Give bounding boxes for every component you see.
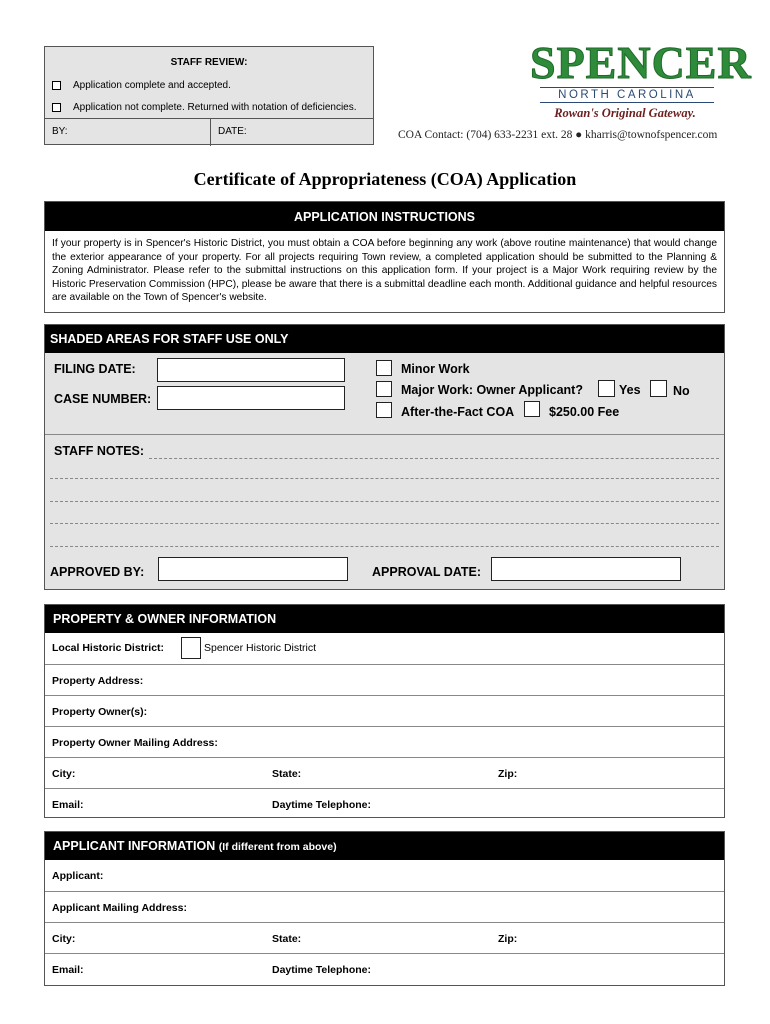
applicant-city-label: City: (52, 933, 76, 945)
approved-by-input[interactable] (158, 557, 348, 581)
district-checkbox[interactable] (181, 637, 201, 659)
option-incomplete-label: Application not complete. Returned with notation of deficiencies. (73, 101, 357, 113)
instructions-body: If your property is in Spencer's Historic District, you must obtain a COA before beginning any work (above routine maintenance) that would change the exterior appearance of your property. For all projects requiring Town review, a completed application should be submitted to the Planning & Zoning Administrator. Please refer to the submittal instructions on this application form. If your project is a Major Work requiring review by the Historic Preservation Commission (HPC), please be aware that there is a submittal deadline each month. Additional guidance and helpful resources are available on the Town of Spencer's website. (52, 238, 717, 304)
owner-phone-label: Daytime Telephone: (272, 799, 371, 811)
incomplete-checkbox[interactable] (52, 103, 61, 112)
instructions-box (44, 201, 725, 313)
applicant-city-row[interactable] (45, 922, 724, 953)
applicant-heading-title: APPLICANT INFORMATION (53, 839, 216, 853)
property-owner-section (44, 604, 725, 818)
applicant-label: Applicant: (52, 870, 104, 882)
applicant-email-label: Email: (52, 964, 84, 976)
owner-mailing-label: Property Owner Mailing Address: (52, 737, 218, 749)
approval-date-input[interactable] (491, 557, 681, 581)
property-owners-row[interactable] (45, 695, 724, 726)
staff-use-heading: SHADED AREAS FOR STAFF USE ONLY (45, 325, 724, 353)
staff-notes-label: STAFF NOTES: (54, 444, 145, 458)
staff-notes-line[interactable] (50, 523, 719, 524)
logo-name: SPENCER (530, 37, 752, 88)
approved-by-label: APPROVED BY: (50, 565, 145, 579)
owner-yes-label: Yes (619, 383, 641, 397)
owner-city-label: City: (52, 768, 76, 780)
property-owners-label: Property Owner(s): (52, 706, 148, 718)
staff-notes-line[interactable] (50, 546, 719, 547)
after-fact-label: After-the-Fact COA (401, 405, 515, 419)
approval-date-label: APPROVAL DATE: (372, 565, 482, 579)
case-number-label: CASE NUMBER: (54, 392, 152, 406)
filing-date-input[interactable] (157, 358, 345, 382)
district-row (45, 633, 724, 664)
case-number-input[interactable] (157, 386, 345, 410)
property-address-label: Property Address: (52, 675, 144, 687)
date-field[interactable]: DATE: (218, 126, 247, 137)
applicant-email-row[interactable] (45, 953, 724, 984)
logo-tagline: Rowan's Original Gateway. (554, 106, 696, 120)
after-fact-checkbox[interactable] (376, 402, 392, 418)
owner-city-row[interactable] (45, 757, 724, 788)
minor-work-checkbox[interactable] (376, 360, 392, 376)
owner-email-label: Email: (52, 799, 84, 811)
district-label: Local Historic District: (52, 642, 165, 654)
fee-checkbox[interactable] (524, 401, 540, 417)
staff-notes-line[interactable] (149, 458, 719, 459)
option-incomplete-row[interactable] (45, 96, 373, 118)
major-work-label: Major Work: Owner Applicant? (401, 383, 583, 397)
owner-mailing-row[interactable] (45, 726, 724, 757)
applicant-heading-note: (If different from above) (218, 841, 337, 853)
applicant-heading (45, 832, 724, 860)
owner-no-label: No (673, 384, 690, 398)
applicant-section (44, 831, 725, 986)
option-complete-row[interactable] (45, 74, 373, 96)
coa-contact: COA Contact: (704) 633-2231 ext. 28 ● kharris@townofspencer.com (398, 129, 718, 141)
staff-review-title: STAFF REVIEW: (170, 57, 248, 68)
by-field[interactable]: BY: (45, 119, 211, 146)
applicant-state-label: State: (272, 933, 302, 945)
owner-zip-label: Zip: (498, 768, 518, 780)
property-address-row[interactable] (45, 664, 724, 695)
owner-no-checkbox[interactable] (650, 380, 667, 397)
applicant-phone-label: Daytime Telephone: (272, 964, 371, 976)
staff-signature-row (45, 118, 373, 146)
property-heading: PROPERTY & OWNER INFORMATION (45, 605, 724, 633)
major-work-checkbox[interactable] (376, 381, 392, 397)
page-title: Certificate of Appropriateness (COA) Application (193, 169, 577, 189)
owner-yes-checkbox[interactable] (598, 380, 615, 397)
logo-state: NORTH CAROLINA (540, 87, 714, 103)
instructions-heading: APPLICATION INSTRUCTIONS (45, 202, 724, 231)
applicant-mailing-label: Applicant Mailing Address: (52, 902, 187, 914)
applicant-mailing-row[interactable] (45, 891, 724, 922)
owner-email-row[interactable] (45, 788, 724, 819)
staff-divider (45, 434, 724, 435)
minor-work-label: Minor Work (401, 362, 470, 376)
filing-date-label: FILING DATE: (54, 362, 136, 376)
staff-use-section (44, 324, 725, 590)
spencer-logo (530, 37, 752, 121)
option-complete-label: Application complete and accepted. (73, 79, 231, 91)
fee-label: $250.00 Fee (549, 405, 620, 419)
district-value: Spencer Historic District (204, 642, 317, 654)
owner-state-label: State: (272, 768, 302, 780)
applicant-zip-label: Zip: (498, 933, 518, 945)
staff-notes-line[interactable] (50, 478, 719, 479)
staff-review-box (44, 46, 374, 145)
staff-notes-line[interactable] (50, 501, 719, 502)
applicant-row[interactable] (45, 860, 724, 891)
complete-checkbox[interactable] (52, 81, 61, 90)
